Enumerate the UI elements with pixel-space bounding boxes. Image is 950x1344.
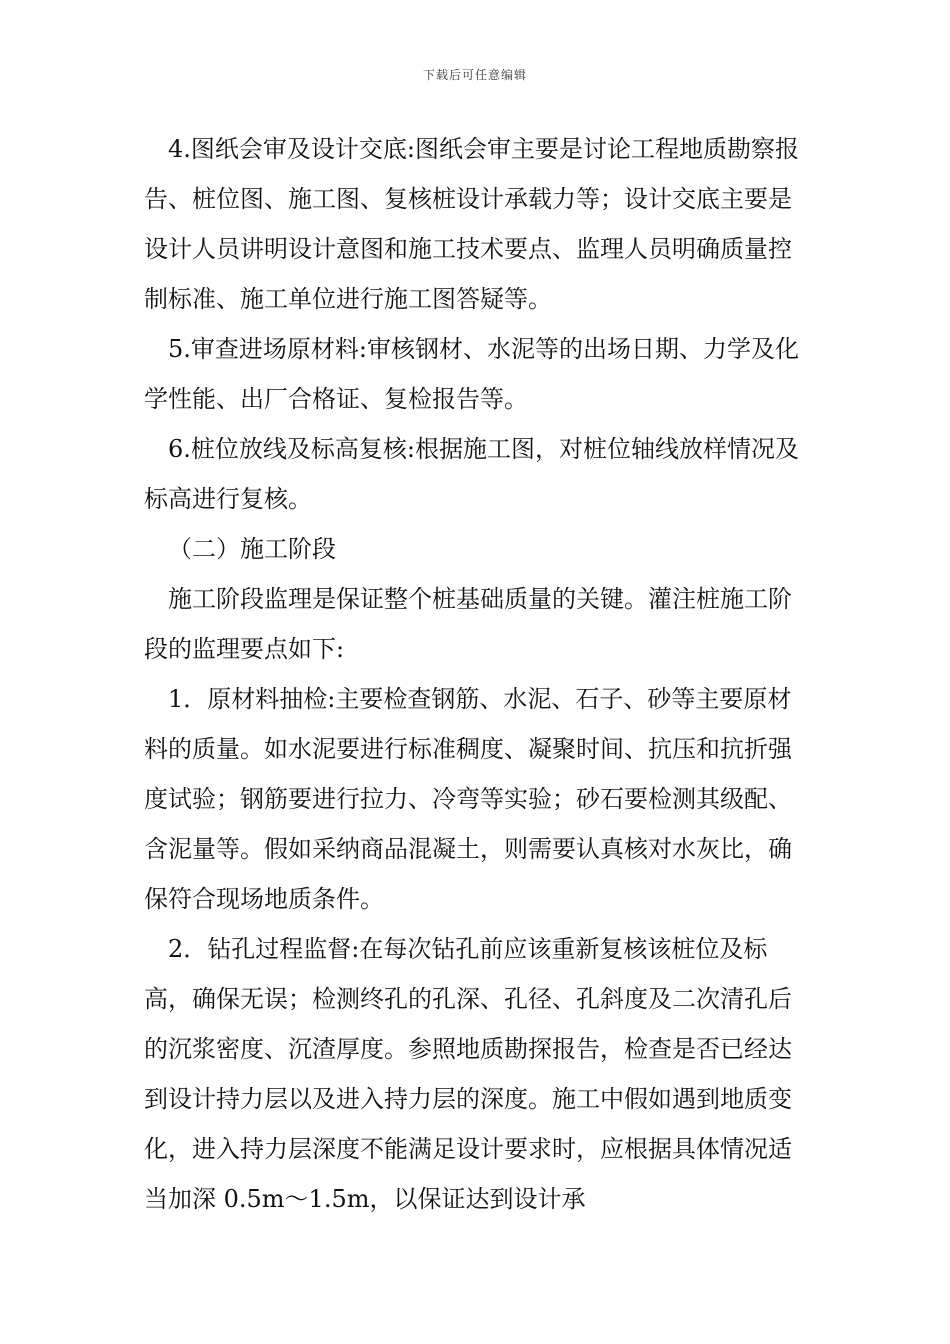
section-heading-construction-stage: （二）施工阶段 bbox=[168, 535, 336, 563]
document-body bbox=[144, 124, 806, 1224]
paragraph-construction-intro: 施工阶段监理是保证整个桩基础质量的关键。灌注桩施工阶段的监理要点如下: bbox=[144, 585, 792, 663]
paragraph-pile-layout: 6.桩位放线及标高复核:根据施工图，对桩位轴线放样情况及标高进行复核。 bbox=[144, 435, 799, 513]
paragraph-raw-material-sampling: 1．原材料抽检:主要检查钢筋、水泥、石子、砂等主要原材料的质量。如水泥要进行标准稠度、凝聚时间、抗压和抗折强度试验；钢筋要进行拉力、冷弯等实验；砂石要检测其级配、含泥量等。假如采纳商品混凝土，则需要认真核对水灰比，确保符合现场地质条件。 bbox=[144, 685, 792, 913]
paragraph-drilling-supervision: 2．钻孔过程监督:在每次钻孔前应该重新复核该桩位及标高，确保无误；检测终孔的孔深、孔径、孔斜度及二次清孔后的沉浆密度、沉渣厚度。参照地质勘探报告，检查是否已经达到设计持力层以及进入持力层的深度。施工中假如遇到地质变化，进入持力层深度不能满足设计要求时，应根据具体情况适当加深 0.5m～1.5m，以保证达到设计承 bbox=[144, 935, 792, 1213]
paragraph-material-inspection: 5.审查进场原材料:审核钢材、水泥等的出场日期、力学及化学性能、出厂合格证、复检报告等。 bbox=[144, 335, 799, 413]
paragraph-drawing-review: 4.图纸会审及设计交底:图纸会审主要是讨论工程地质勘察报告、桩位图、施工图、复核桩设计承载力等；设计交底主要是设计人员讲明设计意图和施工技术要点、监理人员明确质量控制标准、施工单位进行施工图答疑等。 bbox=[144, 135, 799, 313]
page-header: 下载后可任意编辑 bbox=[422, 68, 527, 82]
